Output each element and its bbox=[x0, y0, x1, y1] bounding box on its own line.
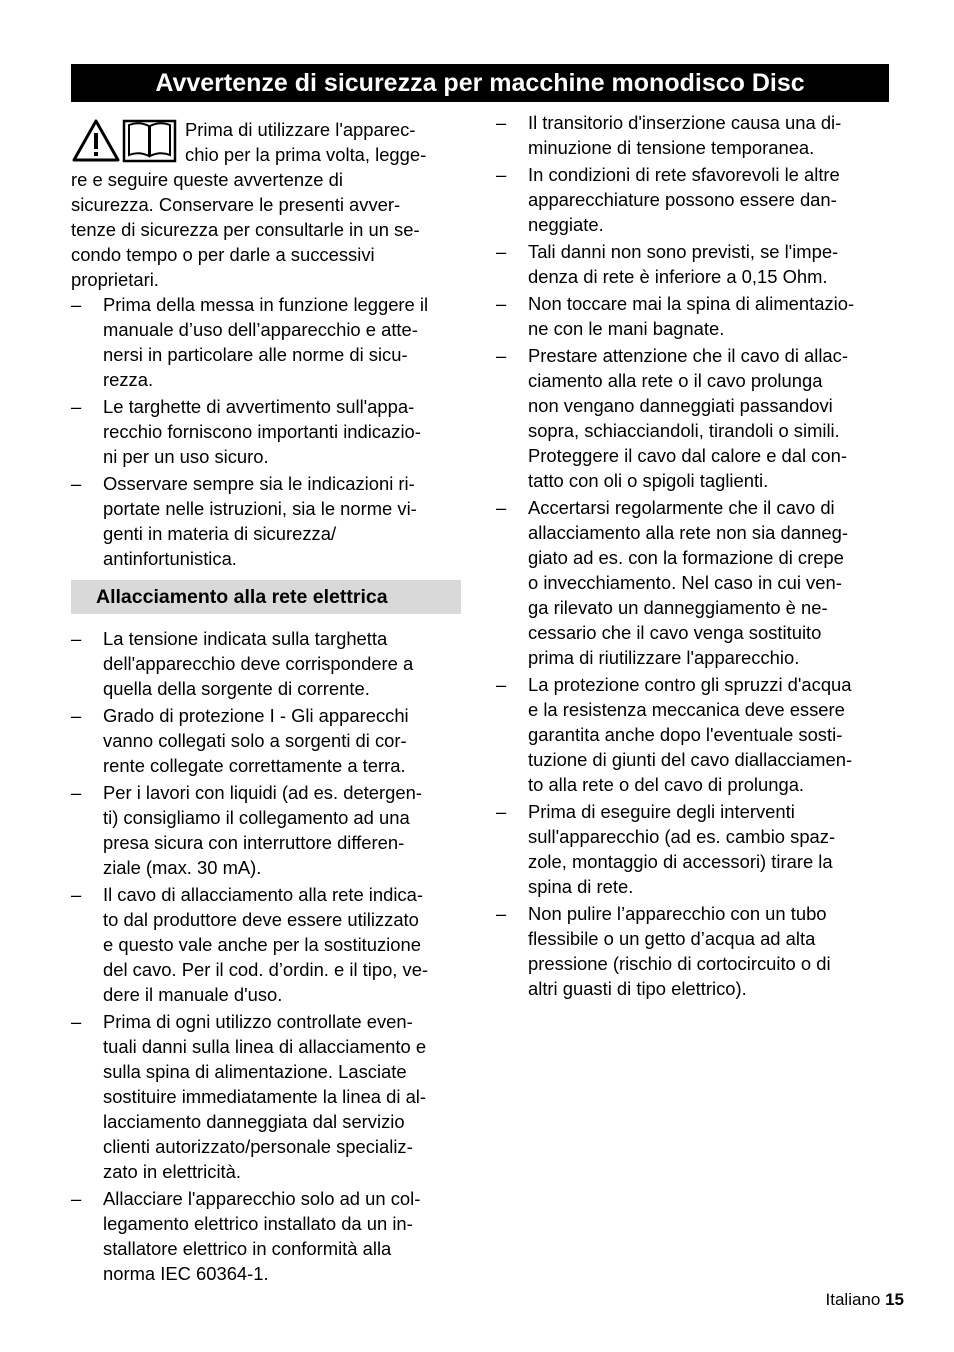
list-item-line: dere il manuale d'uso. bbox=[103, 984, 283, 1005]
list-item-line: Non toccare mai la spina di alimentazio- bbox=[528, 293, 855, 314]
list-item bbox=[71, 1009, 461, 1184]
warning-triangle-icon bbox=[74, 121, 118, 160]
list-item bbox=[496, 291, 888, 341]
list-item-line: sull'apparecchio (ad es. cambio spaz- bbox=[528, 826, 836, 847]
list-item-line: Il transitorio d'inserzione causa una di- bbox=[528, 112, 842, 133]
bullet-dash: – bbox=[71, 705, 82, 726]
list-item bbox=[71, 703, 461, 778]
list-item-line: giato ad es. con la formazione di crepe bbox=[528, 547, 844, 568]
list-item-line: to alla rete o del cavo di prolunga. bbox=[528, 774, 805, 795]
list-item-line: zole, montaggio di accessori) tirare la bbox=[528, 851, 833, 872]
list-item-line: denza di rete è inferiore a 0,15 Ohm. bbox=[528, 266, 828, 287]
list-item-line: tatto con oli o spigoli taglienti. bbox=[528, 470, 769, 491]
electrical-list-continued bbox=[496, 110, 888, 1001]
list-item-line: quella della sorgente di corrente. bbox=[103, 678, 370, 699]
left-column bbox=[71, 117, 461, 1288]
intro-paragraph: Prima di utilizzare l'apparec- chio per la prima volta, legge- re e seguire queste avvertenze di sicurezza. Conservare le presenti avver- tenze di sicurezza per consultarle in un se- condo tempo o per darle a successivi proprietari. bbox=[71, 119, 427, 290]
list-item-line: La protezione contro gli spruzzi d'acqua bbox=[528, 674, 852, 695]
list-item-line: prima di riutilizzare l'apparecchio. bbox=[528, 647, 800, 668]
list-item-line: neggiate. bbox=[528, 214, 604, 235]
list-item-line: ni per un uso sicuro. bbox=[103, 446, 269, 467]
bullet-dash: – bbox=[71, 782, 82, 803]
list-item-line: minuzione di tensione temporanea. bbox=[528, 137, 815, 158]
list-item-line: recchio forniscono importanti indicazio- bbox=[103, 421, 421, 442]
list-item-line: sulla spina di alimentazione. Lasciate bbox=[103, 1061, 407, 1082]
list-item-line: ne con le mani bagnate. bbox=[528, 318, 725, 339]
list-item-line: Per i lavori con liquidi (ad es. detergen- bbox=[103, 782, 422, 803]
list-item bbox=[71, 1186, 461, 1286]
list-item-line: Prima della messa in funzione leggere il bbox=[103, 294, 429, 315]
list-item-line: allacciamento alla rete non sia danneg- bbox=[528, 522, 848, 543]
footer-language: Italiano bbox=[825, 1290, 881, 1309]
list-item-line: ziale (max. 30 mA). bbox=[103, 857, 262, 878]
list-item-line: nersi in particolare alle norme di sicu- bbox=[103, 344, 408, 365]
list-item-line: La tensione indicata sulla targhetta bbox=[103, 628, 388, 649]
list-item-line: Non pulire l’apparecchio con un tubo bbox=[528, 903, 827, 924]
bullet-dash: – bbox=[71, 628, 82, 649]
list-item-line: ciamento alla rete o il cavo prolunga bbox=[528, 370, 823, 391]
bullet-dash: – bbox=[496, 801, 507, 822]
list-item-line: tuzione di giunti del cavo diallacciamen- bbox=[528, 749, 853, 770]
safety-list bbox=[71, 292, 461, 571]
list-item bbox=[71, 394, 461, 469]
list-item-line: legamento elettrico installato da un in- bbox=[103, 1213, 413, 1234]
list-item-line: Allacciare l'apparecchio solo ad un col- bbox=[103, 1188, 421, 1209]
bullet-dash: – bbox=[71, 473, 82, 494]
list-item-line: presa sicura con interruttore differen- bbox=[103, 832, 405, 853]
list-item bbox=[496, 495, 888, 670]
list-item-line: Grado di protezione I - Gli apparecchi bbox=[103, 705, 409, 726]
list-item-line: e la resistenza meccanica deve essere bbox=[528, 699, 845, 720]
bullet-dash: – bbox=[71, 396, 82, 417]
list-item-line: Prima di eseguire degli interventi bbox=[528, 801, 795, 822]
list-item-line: genti in materia di sicurezza/ bbox=[103, 523, 337, 544]
list-item bbox=[71, 626, 461, 701]
list-item-line: manuale d’uso dell’apparecchio e atte- bbox=[103, 319, 418, 340]
list-item-line: Osservare sempre sia le indicazioni ri- bbox=[103, 473, 415, 494]
list-item bbox=[71, 292, 461, 392]
list-item-line: altri guasti di tipo elettrico). bbox=[528, 978, 747, 999]
page-number: 15 bbox=[885, 1290, 904, 1309]
list-item-line: Proteggere il cavo dal calore e dal con- bbox=[528, 445, 847, 466]
list-item-line: Prestare attenzione che il cavo di allac- bbox=[528, 345, 848, 366]
list-item-line: Le targhette di avvertimento sull'appa- bbox=[103, 396, 415, 417]
list-item bbox=[496, 343, 888, 493]
bullet-dash: – bbox=[496, 345, 507, 366]
list-item-line: non vengano danneggiati passandovi bbox=[528, 395, 833, 416]
list-item bbox=[496, 672, 888, 797]
page-title: Avvertenze di sicurezza per macchine monodisco Disc bbox=[71, 64, 889, 102]
list-item-line: stallatore elettrico in conformità alla bbox=[103, 1238, 392, 1259]
right-column bbox=[496, 110, 888, 1003]
list-item-line: spina di rete. bbox=[528, 876, 634, 897]
list-item-line: dell'apparecchio deve corrispondere a bbox=[103, 653, 414, 674]
list-item-line: flessibile o un getto d’acqua ad alta bbox=[528, 928, 816, 949]
list-item-line: lacciamento danneggiata dal servizio bbox=[103, 1111, 405, 1132]
list-item-line: tuali danni sulla linea di allacciamento e bbox=[103, 1036, 427, 1057]
list-item bbox=[71, 471, 461, 571]
list-item-line: Prima di ogni utilizzo controllate even- bbox=[103, 1011, 413, 1032]
list-item-line: ga rilevato un danneggiamento è ne- bbox=[528, 597, 828, 618]
bullet-dash: – bbox=[496, 293, 507, 314]
bullet-dash: – bbox=[71, 1188, 82, 1209]
bullet-dash: – bbox=[496, 674, 507, 695]
bullet-dash: – bbox=[71, 294, 82, 315]
list-item-line: garantita anche dopo l'eventuale sosti- bbox=[528, 724, 843, 745]
list-item-line: vanno collegati solo a sorgenti di cor- bbox=[103, 730, 407, 751]
list-item-line: In condizioni di rete sfavorevoli le altre bbox=[528, 164, 840, 185]
list-item-line: Accertarsi regolarmente che il cavo di bbox=[528, 497, 835, 518]
list-item-line: to dal produttore deve essere utilizzato bbox=[103, 909, 419, 930]
list-item-line: ti) consigliamo il collegamento ad una bbox=[103, 807, 410, 828]
manual-book-icon bbox=[124, 121, 175, 161]
list-item bbox=[71, 780, 461, 880]
list-item-line: Il cavo di allacciamento alla rete indica- bbox=[103, 884, 423, 905]
list-item-line: rezza. bbox=[103, 369, 154, 390]
list-item-line: norma IEC 60364-1. bbox=[103, 1263, 269, 1284]
list-item-line: rente collegate correttamente a terra. bbox=[103, 755, 406, 776]
bullet-dash: – bbox=[496, 241, 507, 262]
list-item bbox=[496, 239, 888, 289]
bullet-dash: – bbox=[496, 497, 507, 518]
bullet-dash: – bbox=[496, 164, 507, 185]
list-item-line: antinfortunistica. bbox=[103, 548, 237, 569]
list-item-line: portate nelle istruzioni, sia le norme vi- bbox=[103, 498, 417, 519]
list-item-line: apparecchiature possono essere dan- bbox=[528, 189, 837, 210]
list-item-line: del cavo. Per il cod. d’ordin. e il tipo, ve- bbox=[103, 959, 429, 980]
list-item-line: clienti autorizzato/personale specializ- bbox=[103, 1136, 413, 1157]
bullet-dash: – bbox=[496, 903, 507, 924]
section-heading: Allacciamento alla rete elettrica bbox=[71, 580, 461, 614]
list-item-line: Tali danni non sono previsti, se l'impe- bbox=[528, 241, 839, 262]
list-item-line: zato in elettricità. bbox=[103, 1161, 241, 1182]
list-item-line: sopra, schiacciandoli, tirandoli o simili. bbox=[528, 420, 840, 441]
list-item-line: sostituire immediatamente la linea di al- bbox=[103, 1086, 427, 1107]
list-item bbox=[496, 110, 888, 160]
bullet-dash: – bbox=[71, 1011, 82, 1032]
list-item bbox=[496, 901, 888, 1001]
page-footer bbox=[780, 1290, 904, 1310]
list-item bbox=[71, 882, 461, 1007]
list-item-line: o invecchiamento. Nel caso in cui ven- bbox=[528, 572, 842, 593]
list-item-line: cessario che il cavo venga sostituito bbox=[528, 622, 822, 643]
list-item-line: e questo vale anche per la sostituzione bbox=[103, 934, 421, 955]
list-item bbox=[496, 799, 888, 899]
list-item-line: pressione (rischio di cortocircuito o di bbox=[528, 953, 831, 974]
bullet-dash: – bbox=[496, 112, 507, 133]
list-item bbox=[496, 162, 888, 237]
bullet-dash: – bbox=[71, 884, 82, 905]
electrical-list bbox=[71, 626, 461, 1286]
intro-icons bbox=[71, 118, 177, 164]
